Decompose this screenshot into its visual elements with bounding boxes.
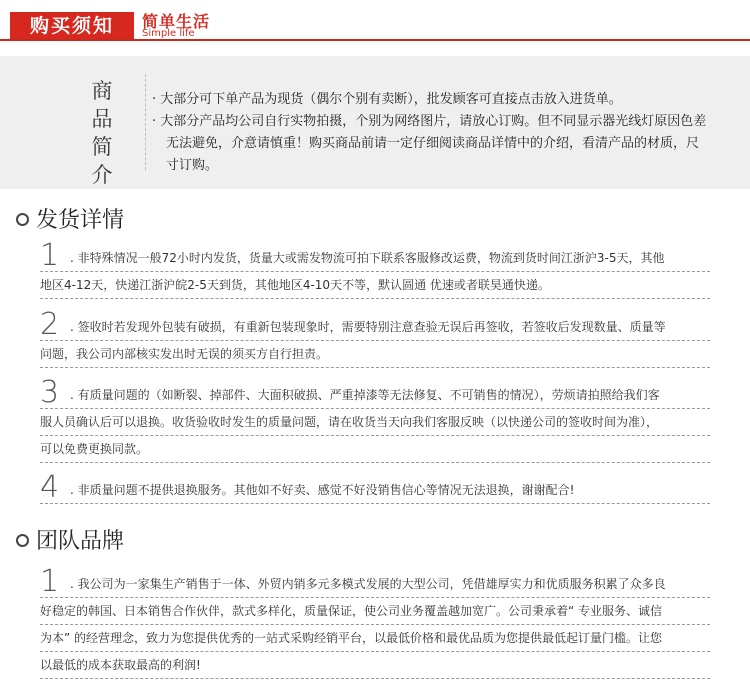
item-line: 地区4-12天，快递江浙沪皖2-5天到货，其他地区4-10天不等，默认圆通 优速或者联昊通快递。: [40, 272, 710, 299]
brand-name-en: Simple life: [142, 28, 195, 39]
item-line: . 我公司为一家集生产销售于一体、外贸内销多元多模式发展的大型公司，凭借雄厚实力和优质服务积累了众多良: [40, 571, 710, 598]
intro-separator: [145, 74, 147, 170]
product-intro-panel: [0, 56, 750, 189]
item-line: 以最低的成本获取最高的利润!: [40, 652, 710, 679]
intro-title-char: 商: [91, 79, 113, 103]
item-number: 2: [40, 307, 60, 342]
item-number: 1: [40, 564, 60, 599]
item-number: 4: [40, 470, 60, 505]
header-tab: 购买须知: [10, 12, 134, 41]
header-divider: [0, 39, 750, 41]
item-line: 服人员确认后可以退换。收货验收时发生的质量问题，请在收货当天向我们客服反映（以快递公司的签收时间为准），: [40, 409, 710, 436]
item-line: . 非质量问题不提供退换服务。其他如不好卖、感觉不好没销售信心等情况无法退换，谢谢配合!: [40, 477, 710, 504]
brand-name-cn: 简单生活: [142, 12, 211, 31]
shipping-item-2: [40, 307, 710, 368]
item-number: 1: [40, 238, 60, 273]
section-title: 团队品牌: [36, 529, 125, 554]
page-header: [0, 0, 750, 46]
item-line: 好稳定的韩国、日本销售合作伙伴，款式多样化，质量保证，使公司业务覆盖越加宽广。公司秉承着“ 专业服务、诚信: [40, 598, 710, 625]
shipping-item-3: [40, 375, 710, 463]
shipping-item-4: [40, 470, 710, 505]
circle-bullet-icon: [16, 213, 29, 226]
intro-title-char: 介: [91, 163, 113, 187]
item-line: . 有质量问题的（如断裂、掉部件、大面积破损、严重掉漆等无法修复、不可销售的情况），劳烦请拍照给我们客: [40, 382, 710, 409]
item-line: 为本” 的经营理念，致力为您提供优秀的一站式采购经销平台，以最低价格和最优品质为您提供最低起订量门槛。让您: [40, 625, 710, 652]
intro-text: [150, 89, 710, 177]
item-line: 问题，我公司内部核实发出时无误的须买方自行担责。: [40, 341, 710, 368]
intro-title-char: 品: [91, 107, 113, 131]
intro-title-char: 简: [91, 135, 113, 159]
item-line: . 签收时若发现外包装有破损，有重新包装现象时，需要特别注意查验无误后再签收，若签收后发现数量、质量等: [40, 314, 710, 341]
section-title: 发货详情: [36, 208, 125, 233]
team-item-1: [40, 564, 710, 679]
item-line: 可以免费更换同款。: [40, 436, 710, 463]
shipping-item-1: [40, 238, 710, 299]
item-number: 3: [40, 375, 60, 410]
intro-line: · 大部分产品均公司自行实物拍摄，个别为网络图片，请放心订购。但不同显示器光线灯原因色差无法避免，介意请慎重！购买商品前请一定仔细阅读商品详情中的介绍，看清产品的材质，尺寸订购。: [152, 114, 707, 173]
item-line: . 非特殊情况一般72小时内发货，货量大或需发物流可拍下联系客服修改运费，物流到货时间江浙沪3-5天，其他: [40, 245, 710, 272]
circle-bullet-icon: [16, 534, 29, 547]
intro-line: · 大部分可下单产品为现货（偶尔个别有卖断），批发顾客可直接点击放入进货单。: [152, 92, 622, 107]
intro-title: [90, 77, 114, 189]
